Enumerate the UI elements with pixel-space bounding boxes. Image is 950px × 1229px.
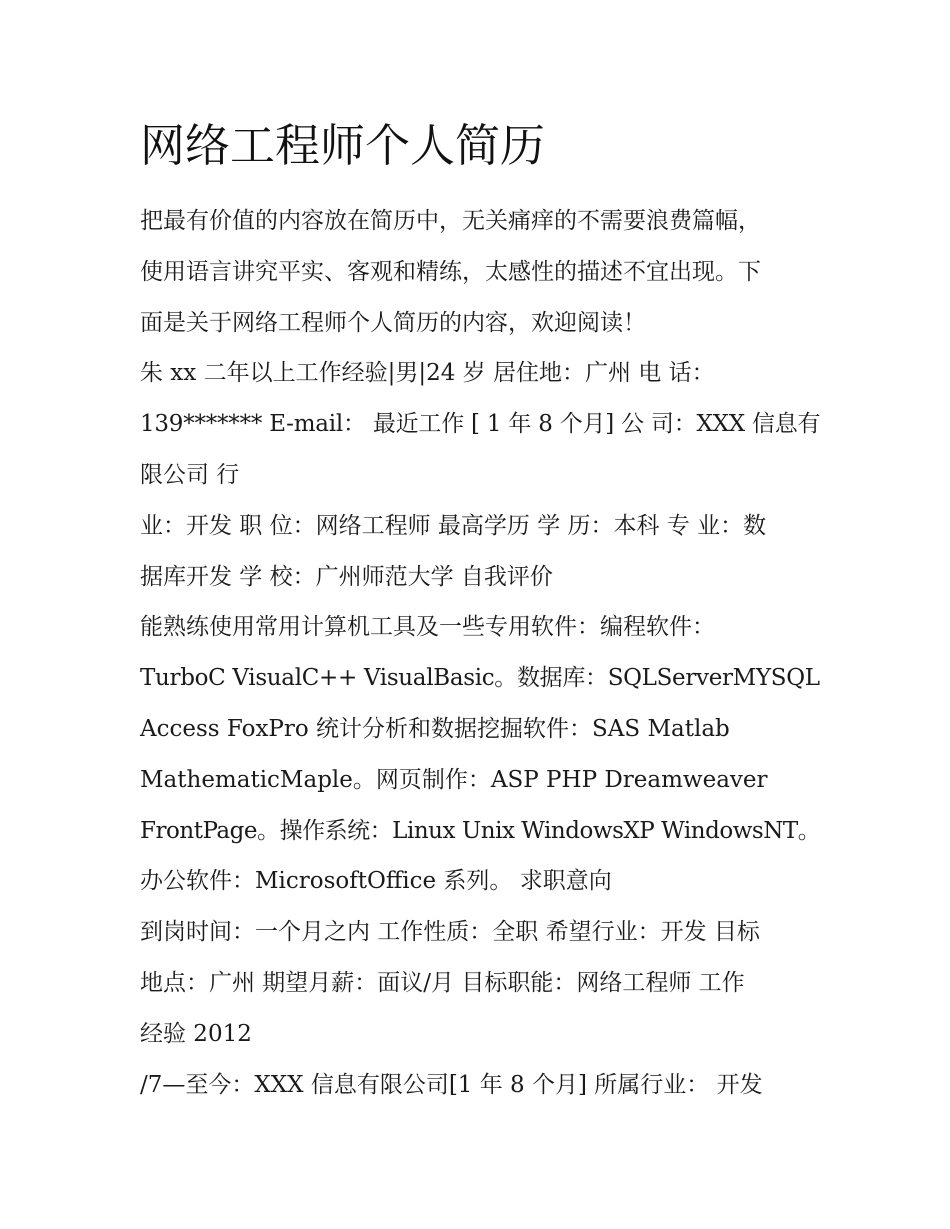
- text-line: 能熟练使用常用计算机工具及一些专用软件：编程软件：: [140, 614, 715, 641]
- text-line: 把最有价值的内容放在简历中，无关痛痒的不需要浪费篇幅，: [140, 208, 761, 234]
- text-line: TurboC VisualC++ VisualBasic。数据库：SQLServerMYSQL: [140, 665, 820, 692]
- text-line: 地点：广州 期望月薪：面议/月 目标职能：网络工程师 工作: [140, 969, 745, 996]
- text-line: 经验 2012: [140, 1020, 252, 1047]
- text-line: 办公软件：MicrosoftOffice 系列。 求职意向: [140, 868, 612, 895]
- text-line: 使用语言讲究平实、客观和精练，太感性的描述不宜出现。下: [140, 258, 761, 285]
- text-line: Access FoxPro 统计分析和数据挖掘软件：SAS Matlab: [140, 715, 730, 742]
- text-line: 到岗时间：一个月之内 工作性质：全职 希望行业：开发 目标: [140, 919, 760, 946]
- text-line: FrontPage。操作系统：Linux Unix WindowsXP WindowsNT。: [140, 817, 821, 844]
- text-line: 业：开发 职 位：网络工程师 最高学历 学 历：本科 专 业：数: [140, 512, 767, 539]
- text-line: MathematicMaple。网页制作：ASP PHP Dreamweaver: [140, 766, 768, 793]
- text-line: 139******* E-mail： 最近工作 [ 1 年 8 个月] 公 司：XXX 信息有: [140, 411, 821, 438]
- document-title: 网络工程师个人简历: [140, 119, 546, 172]
- text-line: 朱 xx 二年以上工作经验|男|24 岁 居住地：广州 电 话：: [140, 360, 715, 387]
- text-line: /7—至今：XXX 信息有限公司[1 年 8 个月] 所属行业： 开发: [140, 1071, 763, 1098]
- document-body: [140, 196, 820, 1110]
- text-line: 面是关于网络工程师个人简历的内容，欢迎阅读！: [140, 309, 646, 336]
- text-line: 据库开发 学 校：广州师范大学 自我评价: [140, 563, 553, 590]
- text-line: 限公司 行: [140, 461, 240, 488]
